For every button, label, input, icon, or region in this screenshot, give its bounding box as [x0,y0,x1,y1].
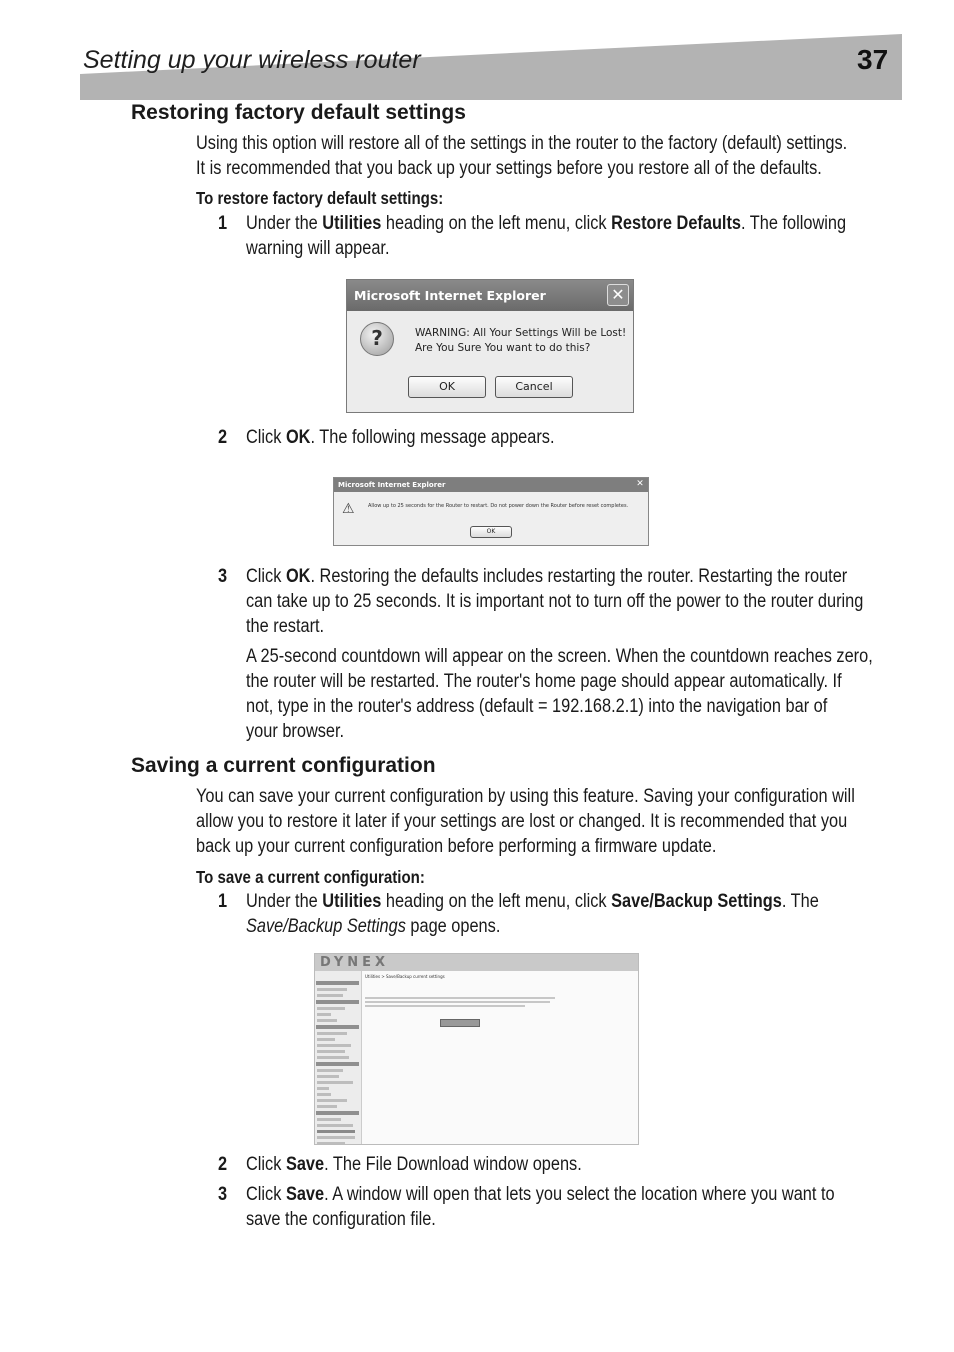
procedure-heading-restore: To restore factory default settings: [196,188,444,208]
router-save-button[interactable] [440,1019,480,1027]
dialog-message: Allow up to 25 seconds for the Router to restart. Do not power down the Router before reset completes. [368,503,629,509]
warning-icon: ⚠ [342,500,355,516]
dialog-title: Microsoft Internet Explorer [354,288,546,303]
router-header [315,954,638,971]
step-text: Click Save. A window will open that lets you select the location where you want to save the configuration file. [246,1184,835,1230]
intro-line: It is recommended that you back up your settings before you restore all of the defaults. [196,158,822,179]
ok-button[interactable]: OK [470,526,512,538]
step-text: Under the Utilities heading on the left menu, click Save/Backup Settings. The Save/Backup Settings page opens. [246,891,819,937]
dialog-titlebar [347,280,633,311]
restart-message-dialog [333,477,649,546]
step-number: 3 [218,1184,228,1205]
warning-dialog [346,279,634,413]
step-text: Under the Utilities heading on the left menu, click Restore Defaults. The following warning will appear. [246,213,847,259]
intro-line: Using this option will restore all of the settings in the router to the factory (default) settings. [196,133,848,154]
router-breadcrumb: Utilities > Save/Backup current settings [365,974,445,979]
step-number: 3 [218,566,228,587]
step-number: 1 [218,891,228,912]
save-backup-settings-screenshot [314,953,639,1145]
running-header-title: Setting up your wireless router [83,46,421,74]
step-text: Click Save. The File Download window opens. [246,1154,582,1175]
dynex-logo: DYNEX [320,955,390,970]
dialog-title: Microsoft Internet Explorer [338,481,446,489]
countdown-paragraph: A 25-second countdown will appear on the screen. When the countdown reaches zero, the router will be restarted. The router's home page should appear automatically. If not, type in the router's address (default = 192.168.2.1) into the navigation bar of your browser. [246,646,873,742]
ok-button[interactable]: OK [408,376,486,398]
router-sidebar [315,971,362,1145]
section-heading-save: Saving a current configuration [131,754,436,777]
step-number: 1 [218,213,228,234]
page-number: 37 [857,44,889,75]
dialog-titlebar [334,478,648,492]
section-heading-restore: Restoring factory default settings [131,101,466,124]
close-icon[interactable]: ✕ [607,284,629,306]
question-icon: ? [360,322,394,356]
step-number: 2 [218,427,228,448]
save-intro: You can save your current configuration by using this feature. Saving your configuration will allow you to restore it later if your settings are lost or changed. It is recommended that you back up your current configuration before performing a firmware update. [196,786,855,857]
cancel-button[interactable]: Cancel [495,376,573,398]
procedure-heading-save: To save a current configuration: [196,867,425,887]
dialog-message: WARNING: All Your Settings Will be Lost! Are You Sure You want to do this? [415,327,627,354]
step-number: 2 [218,1154,228,1175]
step-text: Click OK. The following message appears. [246,427,555,448]
restore-intro [196,131,901,181]
close-icon[interactable]: ✕ [636,479,644,489]
step-text: Click OK. Restoring the defaults includes restarting the router. Restarting the router can take up to 25 seconds. It is important not to turn off the power to the router during the restart. [246,566,864,637]
